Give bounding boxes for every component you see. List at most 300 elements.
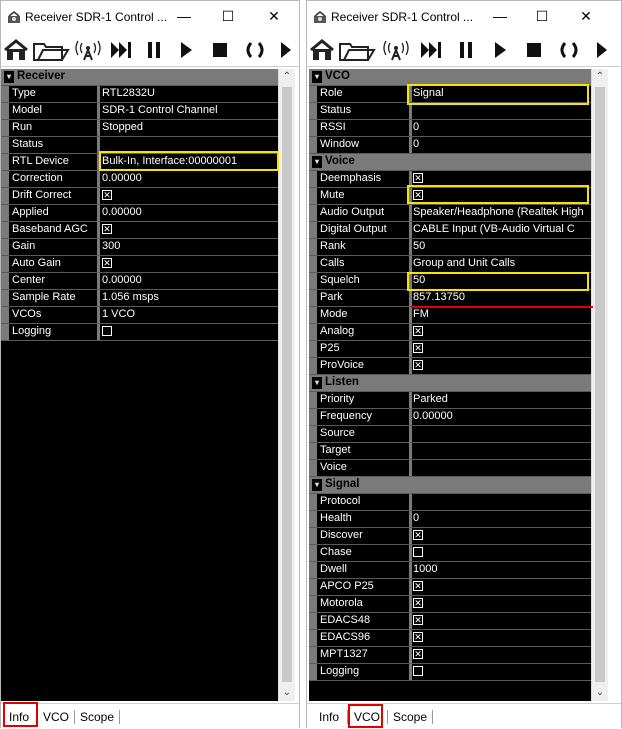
property-value[interactable]: RTL2832U [102,87,155,99]
property-value[interactable]: Speaker/Headphone (Realtek High [413,206,584,218]
highlight-park-underline [411,306,593,308]
property-checkbox[interactable] [413,172,589,184]
property-value[interactable]: 0.00000 [102,274,142,286]
tab-divider [432,710,433,724]
column-separator[interactable] [97,171,100,187]
home-icon[interactable] [3,35,29,65]
property-name: Priority [320,393,355,405]
property-checkbox[interactable] [413,189,589,201]
scroll-up-icon[interactable]: ⌃ [282,71,292,82]
property-checkbox[interactable] [413,580,589,592]
receiver-window-left [0,0,300,728]
property-row-logging[interactable] [1,324,278,341]
property-name: Window [320,138,360,150]
row-gutter [1,324,9,340]
row-gutter [309,426,317,442]
property-row-mute[interactable] [309,188,591,205]
property-row-deemphasis[interactable] [309,171,591,188]
row-gutter [1,307,9,323]
expand-toggle-icon[interactable]: ▾ [4,71,14,83]
category-listen[interactable] [309,375,591,392]
folder-open-icon[interactable] [337,35,377,65]
scroll-down-icon[interactable]: ⌄ [595,687,605,698]
column-separator[interactable] [409,562,412,578]
column-separator[interactable] [409,426,412,442]
property-row-chase[interactable] [309,545,591,562]
column-separator[interactable] [409,239,412,255]
column-separator[interactable] [409,494,412,510]
row-gutter [1,273,9,289]
property-name: Drift Correct [12,189,72,201]
column-separator[interactable] [409,120,412,136]
property-name: RSSI [320,121,346,133]
property-value[interactable]: 1 VCO [102,308,136,320]
column-separator[interactable] [409,290,412,306]
property-row-discover[interactable] [309,528,591,545]
column-separator[interactable] [97,239,100,255]
property-name: Dwell [320,563,347,575]
property-row-mode[interactable] [309,307,591,324]
column-separator[interactable] [97,307,100,323]
column-separator[interactable] [409,630,412,646]
property-row-priority[interactable] [309,392,591,409]
property-row-status[interactable] [309,103,591,120]
row-gutter [309,86,317,102]
expand-toggle-icon[interactable]: ▾ [312,377,322,389]
property-row-mpt1327[interactable] [309,647,591,664]
property-row-protocol[interactable] [309,494,591,511]
property-value[interactable]: Stopped [102,121,143,133]
column-separator[interactable] [409,528,412,544]
property-name: VCOs [12,308,42,320]
column-separator[interactable] [409,273,412,289]
row-gutter [1,290,9,306]
scroll-down-icon[interactable]: ⌄ [282,687,292,698]
property-value[interactable]: 857.13750 [413,291,465,303]
column-separator[interactable] [409,664,412,680]
property-name: ProVoice [320,359,365,371]
property-name: EDACS48 [320,614,371,626]
row-gutter [309,562,317,578]
refresh-icon[interactable] [555,35,583,65]
column-separator[interactable] [409,409,412,425]
property-value[interactable]: 0 [413,121,420,133]
property-name: Park [320,291,343,303]
property-checkbox[interactable] [413,631,589,643]
property-name: MPT1327 [320,648,368,660]
row-gutter [309,103,317,119]
property-row-voice[interactable] [309,460,591,477]
column-separator[interactable] [409,103,412,119]
column-separator[interactable] [409,341,412,357]
property-value[interactable]: 0.00000 [102,206,142,218]
row-gutter [309,171,317,187]
property-checkbox[interactable] [413,342,589,354]
property-name: Health [320,512,352,524]
tab-scope[interactable]: Scope [393,710,428,724]
column-separator[interactable] [409,86,412,102]
checkbox-checked-icon[interactable]: ✕ [414,581,422,592]
property-value[interactable]: Bulk-In, Interface:00000001 [102,155,238,167]
property-row-calls[interactable] [309,256,591,273]
checkbox-unchecked-icon[interactable] [102,326,112,336]
row-gutter [1,171,9,187]
row-gutter [309,528,317,544]
property-checkbox[interactable] [413,665,589,677]
column-separator[interactable] [97,324,100,340]
row-gutter [1,222,9,238]
property-row-logging[interactable] [309,664,591,681]
property-value[interactable]: FM [413,308,429,320]
row-gutter [1,154,9,170]
row-gutter [309,409,317,425]
row-gutter [309,307,317,323]
property-row-motorola[interactable] [309,596,591,613]
column-separator[interactable] [97,154,100,170]
property-value[interactable]: 1000 [413,563,438,575]
property-checkbox[interactable] [102,325,277,337]
property-row-squelch[interactable] [309,273,591,290]
close-button[interactable]: ✕ [268,8,280,24]
property-row-drift-correct[interactable] [1,188,278,205]
property-row-gain[interactable] [1,239,278,256]
row-gutter [309,596,317,612]
window-title: Receiver SDR-1 Control ... [331,10,474,24]
tab-divider [347,710,348,724]
column-separator[interactable] [97,222,100,238]
column-separator[interactable] [97,273,100,289]
checkbox-checked-icon[interactable]: ✕ [414,615,422,626]
property-row-rank[interactable] [309,239,591,256]
column-separator[interactable] [409,205,412,221]
checkbox-unchecked-icon[interactable] [413,547,423,557]
property-row-edacs48[interactable] [309,613,591,630]
row-gutter [1,120,9,136]
column-separator[interactable] [409,511,412,527]
scroll-thumb[interactable] [282,87,292,682]
app-icon [7,10,21,24]
row-gutter [309,120,317,136]
row-gutter [1,188,9,204]
expand-toggle-icon[interactable]: ▾ [312,156,322,168]
property-name: Protocol [320,495,361,507]
vertical-scrollbar[interactable] [278,69,295,701]
checkbox-checked-icon[interactable]: ✕ [414,530,422,541]
row-gutter [309,324,317,340]
property-row-health[interactable] [309,511,591,528]
vertical-scrollbar[interactable] [591,69,608,701]
row-gutter [309,256,317,272]
property-row-run[interactable] [1,120,278,137]
title-bar[interactable] [307,1,621,33]
property-name: Squelch [320,274,360,286]
property-row-baseband-agc[interactable] [1,222,278,239]
category-signal[interactable] [309,477,591,494]
checkbox-checked-icon[interactable]: ✕ [414,360,422,371]
property-name: Correction [12,172,63,184]
row-gutter [309,358,317,374]
column-separator[interactable] [409,188,412,204]
property-name: Sample Rate [12,291,76,303]
property-row-p25[interactable] [309,341,591,358]
property-name: Gain [12,240,36,252]
stop-icon[interactable] [207,35,233,65]
column-separator[interactable] [409,307,412,323]
property-row-frequency[interactable] [309,409,591,426]
row-gutter [309,579,317,595]
property-name: Digital Output [320,223,387,235]
property-row-correction[interactable] [1,171,278,188]
property-row-edacs96[interactable] [309,630,591,647]
property-row-audio-output[interactable] [309,205,591,222]
pause-icon[interactable] [453,35,479,65]
category-label: Receiver [17,70,65,82]
signal-antenna-icon[interactable] [381,35,411,65]
column-separator[interactable] [97,256,100,272]
property-row-role[interactable] [309,86,591,103]
property-checkbox[interactable] [413,359,589,371]
property-checkbox[interactable] [413,546,589,558]
play-icon[interactable] [487,35,513,65]
property-value[interactable]: Parked [413,393,448,405]
property-value[interactable]: 1.056 msps [102,291,159,303]
toolbar [307,33,621,67]
row-gutter [1,137,9,153]
column-separator[interactable] [97,120,100,136]
property-name: Status [12,138,44,150]
row-gutter [309,443,317,459]
row-gutter [309,613,317,629]
property-row-rssi[interactable] [309,120,591,137]
checkbox-checked-icon[interactable]: ✕ [414,632,422,643]
property-value[interactable]: CABLE Input (VB-Audio Virtual C [413,223,575,235]
property-checkbox[interactable] [102,223,277,235]
property-value[interactable]: 0 [413,512,420,524]
property-checkbox[interactable] [102,189,277,201]
expand-toggle-icon[interactable]: ▾ [312,71,322,83]
column-separator[interactable] [409,324,412,340]
property-row-auto-gain[interactable] [1,256,278,273]
tab-info[interactable]: Info [319,710,340,724]
property-name: Analog [320,325,355,337]
checkbox-checked-icon[interactable]: ✕ [414,343,422,354]
property-value[interactable]: 300 [102,240,121,252]
expand-toggle-icon[interactable]: ▾ [312,479,322,491]
checkbox-checked-icon[interactable]: ✕ [103,258,111,269]
column-separator[interactable] [97,86,100,102]
checkbox-checked-icon[interactable]: ✕ [103,224,111,235]
property-row-window[interactable] [309,137,591,154]
stop-icon[interactable] [521,35,547,65]
property-name: Discover [320,529,363,541]
property-row-center[interactable] [1,273,278,290]
row-gutter [1,103,9,119]
property-row-status[interactable] [1,137,278,154]
column-separator[interactable] [97,205,100,221]
property-value[interactable]: 50 [413,240,426,252]
property-name: Deemphasis [320,172,382,184]
app-icon [313,10,327,24]
column-separator[interactable] [97,188,100,204]
checkbox-checked-icon[interactable]: ✕ [103,190,111,201]
property-name: Frequency [320,410,372,422]
property-value[interactable]: Signal [413,87,444,99]
column-separator[interactable] [97,103,100,119]
property-name: Model [12,104,42,116]
minimize-button[interactable]: — [493,8,507,24]
tab-scope[interactable]: Scope [80,710,115,724]
window-title: Receiver SDR-1 Control ... [25,10,168,24]
maximize-button[interactable]: ☐ [535,8,549,24]
checkbox-checked-icon[interactable]: ✕ [414,173,422,184]
column-separator[interactable] [409,613,412,629]
property-name: EDACS96 [320,631,371,643]
property-name: Baseband AGC [12,223,88,235]
property-row-model[interactable] [1,103,278,120]
property-checkbox[interactable] [413,648,589,660]
play-icon[interactable] [173,35,199,65]
column-separator[interactable] [409,579,412,595]
property-value[interactable]: 50 [413,274,426,286]
property-value[interactable]: 0 [413,138,420,150]
next-icon[interactable] [591,35,613,65]
column-separator[interactable] [409,222,412,238]
category-label: Signal [325,478,360,490]
row-gutter [309,545,317,561]
property-checkbox[interactable] [102,257,277,269]
tab-bar [1,703,299,729]
checkbox-checked-icon[interactable]: ✕ [414,598,422,609]
property-name: RTL Device [12,155,69,167]
property-value[interactable]: 0.00000 [413,410,453,422]
tab-bar [307,703,621,729]
property-row-vcos[interactable] [1,307,278,324]
minimize-button[interactable]: — [177,8,191,24]
row-gutter [309,647,317,663]
property-row-sample-rate[interactable] [1,290,278,307]
row-gutter [1,239,9,255]
property-name: Mode [320,308,348,320]
property-checkbox[interactable] [413,325,589,337]
tab-info[interactable]: Info [9,710,30,724]
property-checkbox[interactable] [413,529,589,541]
home-icon[interactable] [309,35,335,65]
row-gutter [1,205,9,221]
column-separator[interactable] [409,358,412,374]
row-gutter [1,86,9,102]
row-gutter [309,205,317,221]
property-grid[interactable] [1,69,278,701]
category-label: Listen [325,376,359,388]
checkbox-unchecked-icon[interactable] [413,666,423,676]
pause-icon[interactable] [141,35,167,65]
checkbox-checked-icon[interactable]: ✕ [414,326,422,337]
skip-forward-icon[interactable] [417,35,445,65]
row-gutter [309,511,317,527]
tab-vco[interactable]: VCO [43,710,70,724]
property-name: Logging [12,325,52,337]
property-name: Source [320,427,355,439]
maximize-button[interactable]: ☐ [221,8,235,24]
row-gutter [309,460,317,476]
title-bar[interactable] [1,1,299,33]
property-row-target[interactable] [309,443,591,460]
refresh-icon[interactable] [241,35,269,65]
checkbox-checked-icon[interactable]: ✕ [414,190,422,201]
tab-vco[interactable]: VCO [354,710,381,724]
property-name: Rank [320,240,346,252]
column-separator[interactable] [97,137,100,153]
column-separator[interactable] [409,647,412,663]
column-separator[interactable] [409,596,412,612]
column-separator[interactable] [409,545,412,561]
scroll-thumb[interactable] [595,87,605,682]
property-row-rtl-device[interactable] [1,154,278,171]
property-row-dwell[interactable] [309,562,591,579]
next-icon[interactable] [275,35,297,65]
skip-forward-icon[interactable] [107,35,135,65]
close-button[interactable]: ✕ [580,8,592,24]
tab-divider [37,710,38,724]
property-row-source[interactable] [309,426,591,443]
scroll-up-icon[interactable]: ⌃ [595,71,605,82]
column-separator[interactable] [409,443,412,459]
property-value[interactable]: 0.00000 [102,172,142,184]
property-checkbox[interactable] [413,597,589,609]
property-row-park[interactable] [309,290,591,307]
property-name: Voice [320,461,347,473]
row-gutter [309,137,317,153]
row-gutter [1,256,9,272]
row-gutter [309,290,317,306]
property-row-provoice[interactable] [309,358,591,375]
column-separator[interactable] [409,256,412,272]
property-name: Motorola [320,597,363,609]
category-voice[interactable] [309,154,591,171]
property-name: Chase [320,546,352,558]
row-gutter [309,188,317,204]
property-row-applied[interactable] [1,205,278,222]
column-separator[interactable] [409,460,412,476]
row-gutter [309,341,317,357]
column-separator[interactable] [409,392,412,408]
property-row-analog[interactable] [309,324,591,341]
property-name: Target [320,444,351,456]
row-gutter [309,392,317,408]
column-separator[interactable] [409,137,412,153]
column-separator[interactable] [97,290,100,306]
column-separator[interactable] [409,171,412,187]
checkbox-checked-icon[interactable]: ✕ [414,649,422,660]
tab-divider [74,710,75,724]
property-row-type[interactable] [1,86,278,103]
category-receiver[interactable] [1,69,278,86]
category-label: VCO [325,70,350,82]
folder-open-icon[interactable] [31,35,71,65]
property-row-digital-output[interactable] [309,222,591,239]
receiver-window-right [306,0,622,728]
property-row-apco-p25[interactable] [309,579,591,596]
property-value[interactable]: Group and Unit Calls [413,257,516,269]
property-name: Calls [320,257,345,269]
signal-antenna-icon[interactable] [73,35,103,65]
property-value[interactable]: SDR-1 Control Channel [102,104,218,116]
property-grid[interactable] [309,69,591,701]
property-checkbox[interactable] [413,614,589,626]
property-name: Center [12,274,46,286]
row-gutter [309,239,317,255]
category-vco[interactable] [309,69,591,86]
